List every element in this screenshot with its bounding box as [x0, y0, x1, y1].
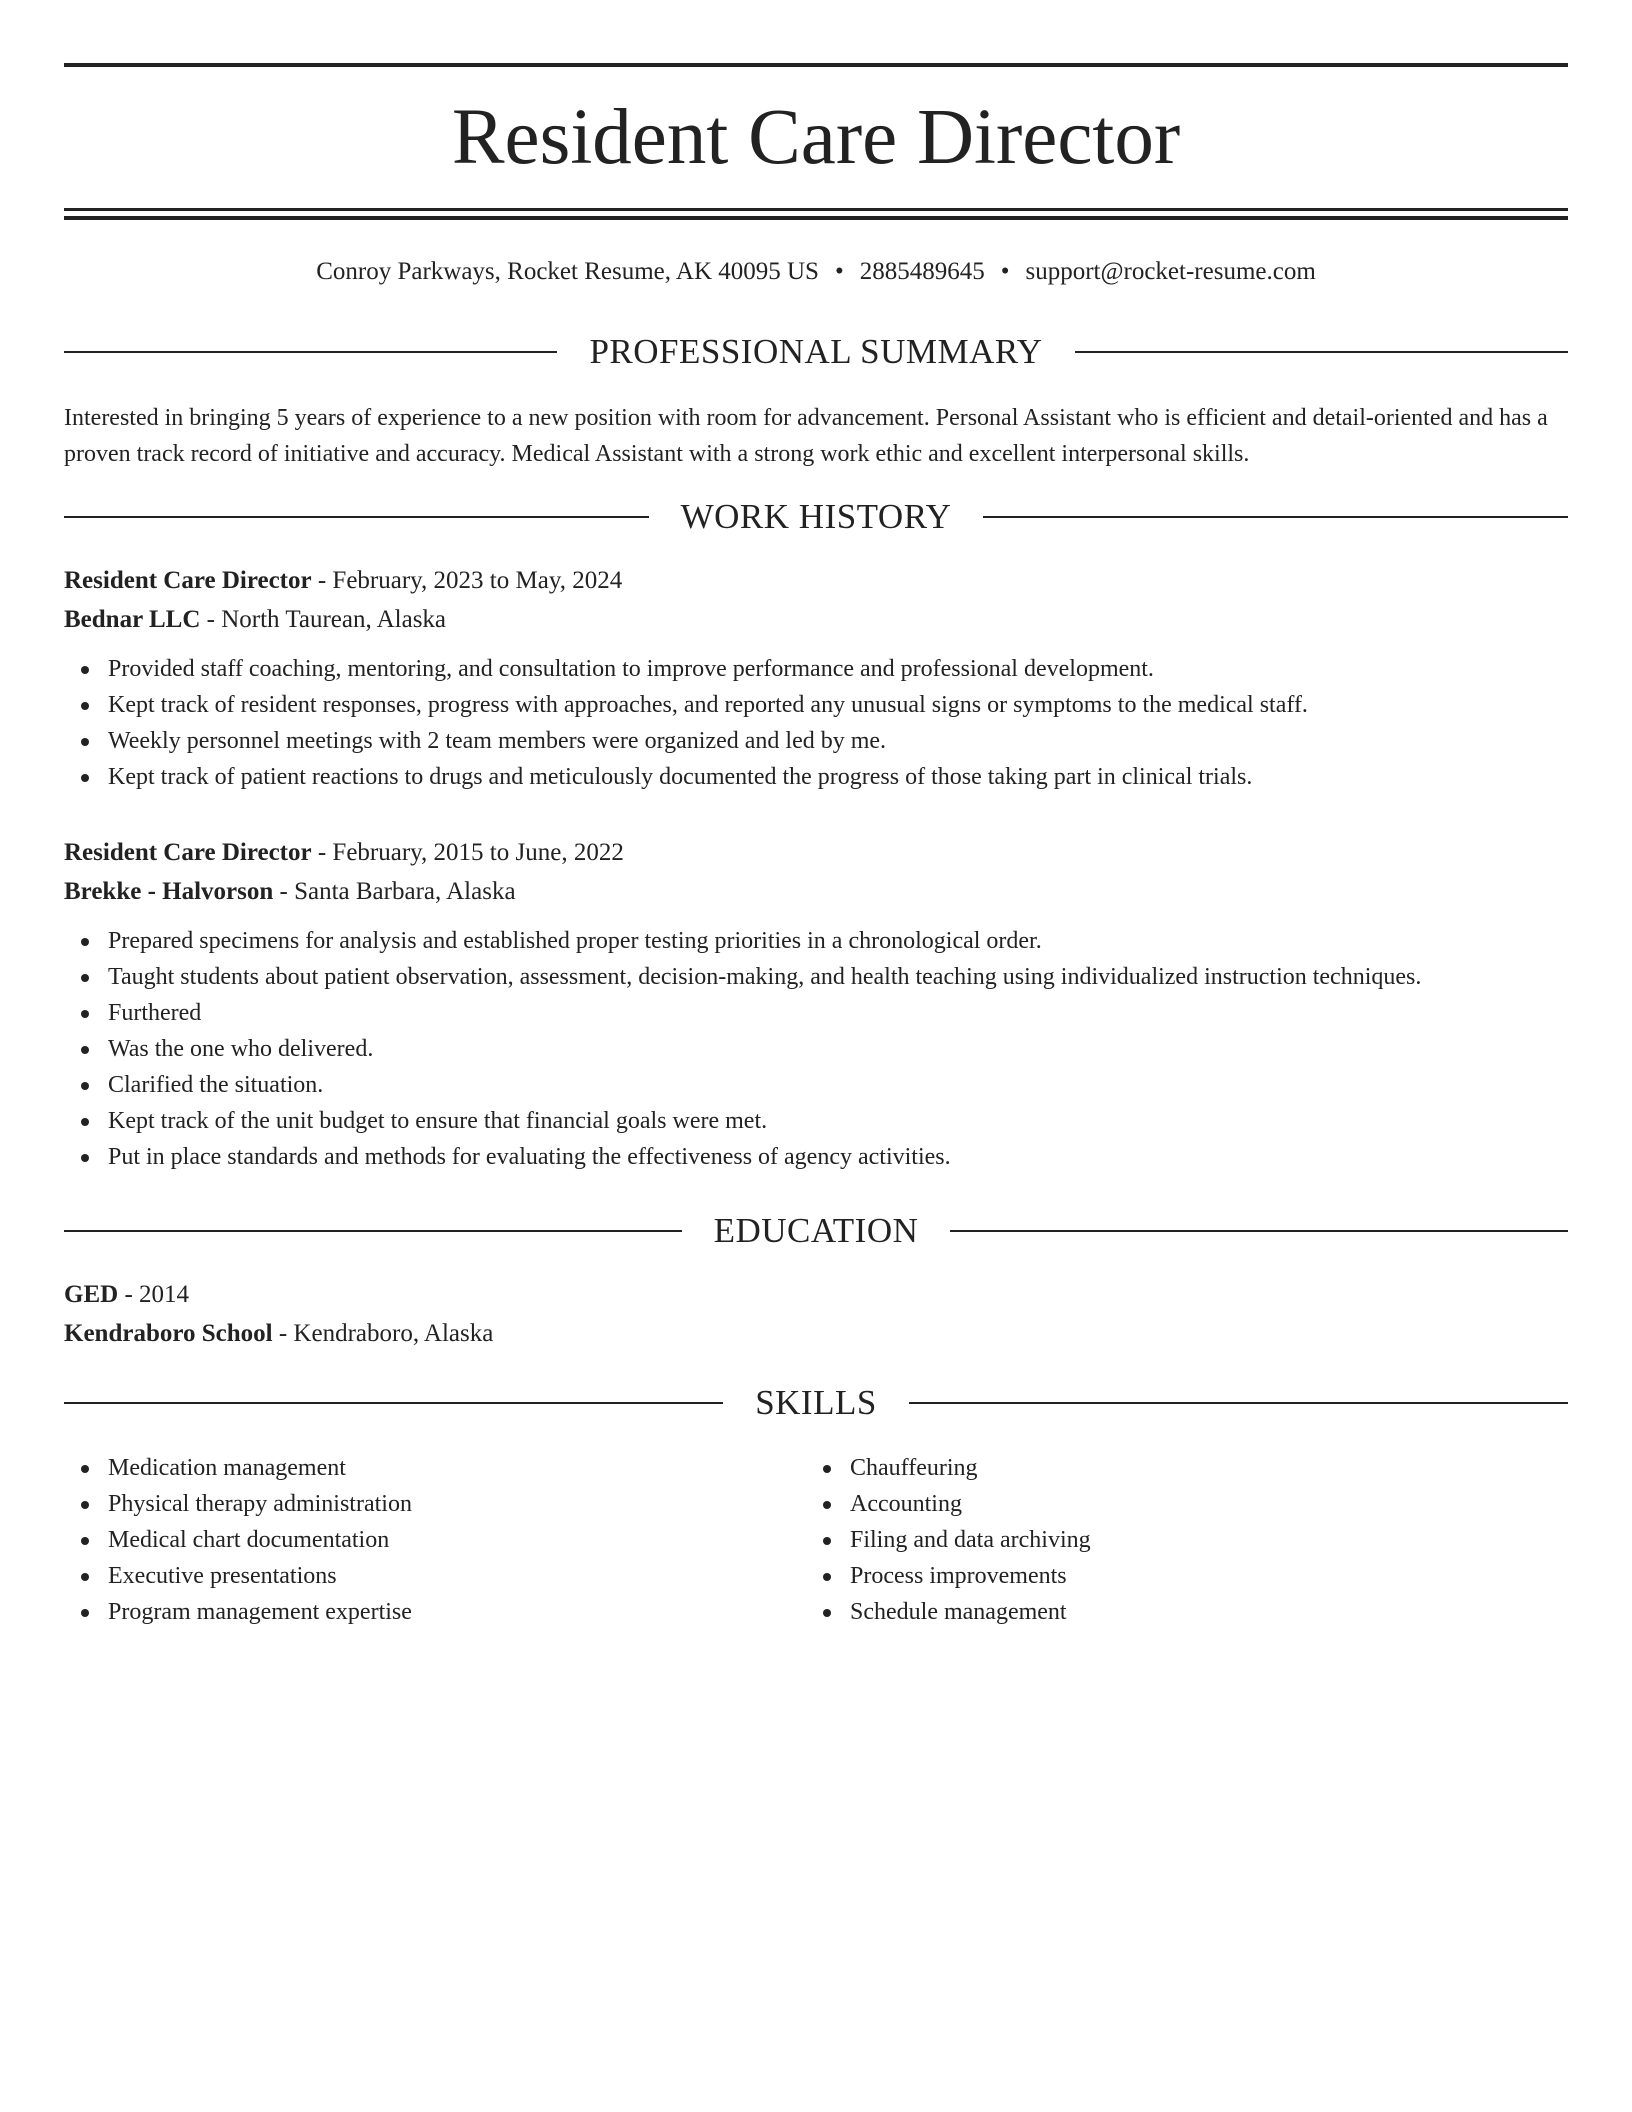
section-title-summary: PROFESSIONAL SUMMARY: [589, 332, 1043, 371]
contact-address: Conroy Parkways, Rocket Resume, AK 40095 US: [316, 258, 819, 285]
contact-separator: •: [1000, 258, 1010, 285]
section-rule-right: [950, 1230, 1568, 1232]
skills-column-right: [806, 1450, 1486, 1630]
section-title-skills: SKILLS: [755, 1383, 877, 1422]
job-entry-1: [64, 561, 1568, 795]
header-double-rule-lower: [64, 216, 1568, 220]
section-rule-right: [909, 1402, 1568, 1404]
job-company-line: [64, 600, 1568, 639]
header-double-rule-upper: [64, 208, 1568, 211]
list-item: Weekly personnel meetings with 2 team members were organized and led by me.: [64, 723, 1568, 759]
education-entry: [64, 1275, 1568, 1353]
contact-separator: •: [834, 258, 844, 285]
job-company-line: [64, 872, 1568, 911]
education-location: - Kendraboro, Alaska: [272, 1320, 494, 1347]
job-dates: - February, 2015 to June, 2022: [311, 839, 624, 866]
list-item: Kept track of the unit budget to ensure that financial goals were met.: [64, 1103, 1568, 1139]
section-header-work: [64, 497, 1568, 537]
job-title-line: [64, 833, 1568, 872]
skill-item: Program management expertise: [64, 1594, 744, 1630]
list-item: Kept track of patient reactions to drugs and meticulously documented the progress of those taking part in clinical trials.: [64, 759, 1568, 795]
job-title: Resident Care Director: [64, 839, 312, 866]
header-top-rule: [64, 63, 1568, 67]
job-company: Bednar LLC: [64, 606, 201, 633]
job-entry-2: [64, 833, 1568, 1175]
section-rule-right: [983, 516, 1568, 518]
skill-item: Chauffeuring: [806, 1450, 1486, 1486]
skill-item: Schedule management: [806, 1594, 1486, 1630]
skill-item: Medication management: [64, 1450, 744, 1486]
list-item: Taught students about patient observation, assessment, decision-making, and health teaching using individualized instruction techniques.: [64, 959, 1568, 995]
contact-phone: 2885489645: [859, 258, 985, 285]
section-header-summary: [64, 332, 1568, 372]
section-rule-right: [1075, 351, 1568, 353]
section-header-education: [64, 1211, 1568, 1251]
summary-text: Interested in bringing 5 years of experience to a new position with room for advancement. Personal Assistant who is efficient and detail-oriented and has a proven track record of initiative and accuracy. Medical Assistant with a strong work ethic and excellent interpersonal skills.: [64, 405, 1548, 467]
list-item: Furthered: [64, 995, 1568, 1031]
job-location: - Santa Barbara, Alaska: [273, 878, 516, 905]
skill-item: Executive presentations: [64, 1558, 744, 1594]
education-degree-line: [64, 1275, 1568, 1314]
skill-item: Physical therapy administration: [64, 1486, 744, 1522]
skills-column-left: [64, 1450, 744, 1630]
list-item: Prepared specimens for analysis and established proper testing priorities in a chronological order.: [64, 923, 1568, 959]
job-title-line: [64, 561, 1568, 600]
contact-email: support@rocket-resume.com: [1025, 258, 1316, 285]
list-item: Clarified the situation.: [64, 1067, 1568, 1103]
skill-item: Medical chart documentation: [64, 1522, 744, 1558]
list-item: Kept track of resident responses, progress with approaches, and reported any unusual signs or symptoms to the medical staff.: [64, 687, 1568, 723]
section-rule-left: [64, 351, 557, 353]
job-bullets: [64, 651, 1568, 795]
resume-title: Resident Care Director: [451, 94, 1181, 181]
job-dates: - February, 2023 to May, 2024: [311, 567, 623, 594]
education-school-line: [64, 1314, 1568, 1353]
skill-item: Accounting: [806, 1486, 1486, 1522]
job-company: Brekke - Halvorson: [64, 878, 274, 905]
education-year: - 2014: [118, 1281, 190, 1308]
education-degree: GED: [64, 1281, 119, 1308]
list-item: Put in place standards and methods for evaluating the effectiveness of agency activities.: [64, 1139, 1568, 1175]
section-rule-left: [64, 516, 649, 518]
section-title-education: EDUCATION: [713, 1211, 919, 1250]
section-title-work: WORK HISTORY: [680, 497, 952, 536]
job-location: - North Taurean, Alaska: [200, 606, 447, 633]
job-bullets: [64, 923, 1568, 1175]
skill-item: Process improvements: [806, 1558, 1486, 1594]
list-item: Was the one who delivered.: [64, 1031, 1568, 1067]
education-school: Kendraboro School: [64, 1320, 273, 1347]
job-title: Resident Care Director: [64, 567, 312, 594]
skill-item: Filing and data archiving: [806, 1522, 1486, 1558]
contact-line: [64, 254, 1568, 290]
section-rule-left: [64, 1402, 723, 1404]
list-item: Provided staff coaching, mentoring, and consultation to improve performance and professional development.: [64, 651, 1568, 687]
skills-list-left: [64, 1450, 744, 1630]
section-rule-left: [64, 1230, 682, 1232]
skills-list-right: [806, 1450, 1486, 1630]
section-header-skills: [64, 1383, 1568, 1423]
